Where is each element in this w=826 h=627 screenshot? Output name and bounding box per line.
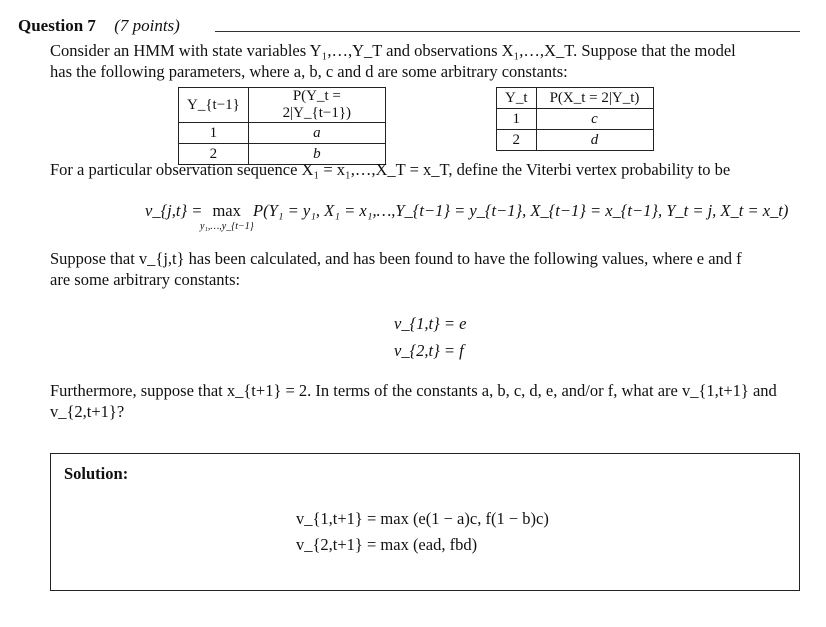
intro-paragraph xyxy=(50,40,736,82)
transition-table xyxy=(178,87,386,165)
viterbi-max: max xyxy=(212,201,241,220)
intro-line-1: Consider an HMM with state variables Y₁,…,Y_T and observations X₁,…,X_T. Suppose that the model xyxy=(50,41,736,60)
question-header xyxy=(18,16,180,36)
viterbi-max-subscript: y₁,…,y_{t−1} xyxy=(200,221,254,232)
emission-cell: d xyxy=(536,130,653,151)
value-v1: v_{1,t} = e xyxy=(394,314,467,333)
viterbi-definition xyxy=(145,201,788,221)
solution-eq-1: v_{1,t+1} = max (e(1 − a)c, f(1 − b)c) xyxy=(296,509,549,528)
transition-header-prob: P(Y_t = 2|Y_{t−1}) xyxy=(248,88,385,123)
viterbi-lhs: v_{j,t} = xyxy=(145,201,203,220)
transition-cell: a xyxy=(248,123,385,144)
question-points: (7 points) xyxy=(114,16,180,35)
solution-eq-2: v_{2,t+1} = max (ead, fbd) xyxy=(296,535,478,554)
furthermore-line-1: Furthermore, suppose that x_{t+1} = 2. In terms of the constants a, b, c, d, e, and/or f, what are v_{1,t+1} and xyxy=(50,381,777,400)
suppose-line-2: are some arbitrary constants: xyxy=(50,270,241,289)
transition-cell: 1 xyxy=(179,123,249,144)
suppose-line-1: Suppose that v_{j,t} has been calculated, and has been found to have the following values, where e and f xyxy=(50,249,742,268)
transition-cell: b xyxy=(248,144,385,165)
emission-header-state: Y_t xyxy=(497,88,537,109)
furthermore-line-2: v_{2,t+1}? xyxy=(50,402,125,421)
transition-cell: 2 xyxy=(179,144,249,165)
emission-cell: 2 xyxy=(497,130,537,151)
viterbi-rhs: P(Y₁ = y₁, X₁ = x₁,…,Y_{t−1} = y_{t−1}, X_{t−1} = x_{t−1}, Y_t = j, X_t = x_t) xyxy=(253,201,789,220)
emission-header-prob: P(X_t = 2|Y_t) xyxy=(536,88,653,109)
question-title: Question 7 xyxy=(18,16,96,35)
header-rule xyxy=(215,31,800,32)
emission-cell: 1 xyxy=(497,109,537,130)
emission-cell: c xyxy=(536,109,653,130)
intro-line-2: has the following parameters, where a, b, c and d are some arbitrary constants: xyxy=(50,62,568,81)
solution-label: Solution: xyxy=(64,464,129,483)
transition-header-state: Y_{t−1} xyxy=(179,88,249,123)
value-v2: v_{2,t} = f xyxy=(394,341,464,360)
suppose-paragraph xyxy=(50,248,742,290)
furthermore-paragraph xyxy=(50,380,777,422)
emission-table xyxy=(496,87,654,151)
viterbi-intro: For a particular observation sequence X₁ = x₁,…,X_T = x_T, define the Viterbi vertex probability to be xyxy=(50,160,731,179)
